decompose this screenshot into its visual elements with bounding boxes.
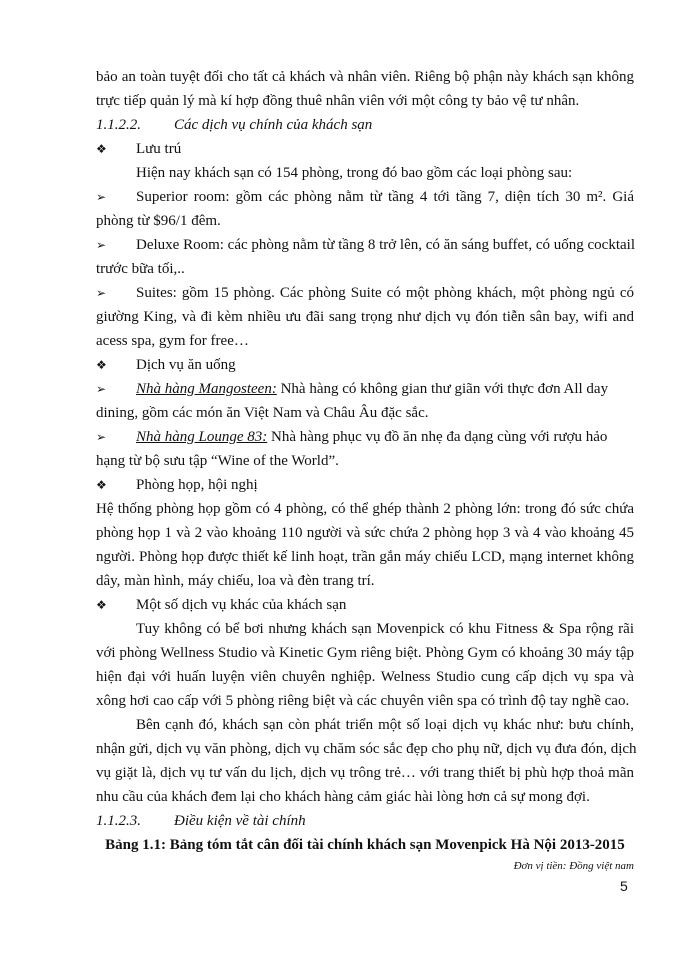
diamond-bullet-icon: ❖ bbox=[96, 358, 107, 372]
text-line: trước bữa tối,.. bbox=[96, 261, 185, 277]
text-line: nhu cầu của khách đem lại cho khách hàng cảm giác hài lòng hơn cả sự mong đợi. bbox=[96, 789, 590, 805]
section-number: 1.1.2.2. bbox=[96, 117, 141, 133]
section-number: 1.1.2.3. bbox=[96, 813, 141, 829]
bullet-text: Phòng họp, hội nghị bbox=[136, 477, 258, 493]
text-line: phòng họp 1 và 2 vào khoảng 110 người và sức chứa 2 phòng họp 3 và 4 vào khoảng 45 bbox=[96, 525, 634, 541]
restaurant-name: Nhà hàng Mangosteen: bbox=[136, 381, 277, 397]
section-heading bbox=[96, 114, 634, 136]
table-title: Bảng 1.1: Bảng tóm tắt cân đối tài chính khách sạn Movenpick Hà Nội 2013-2015 bbox=[105, 837, 625, 853]
diamond-bullet-icon: ❖ bbox=[96, 142, 107, 156]
text-line: dining, gồm các món ăn Việt Nam và Châu Âu đặc sắc. bbox=[96, 405, 429, 421]
list-item-text bbox=[136, 426, 634, 448]
list-item-text bbox=[136, 378, 634, 400]
section-title: Các dịch vụ chính của khách sạn bbox=[174, 117, 373, 133]
currency-unit: Đơn vị tiền: Đồng việt nam bbox=[513, 860, 634, 872]
text-line: Hiện nay khách sạn có 154 phòng, trong đó bao gồm các loại phòng sau: bbox=[136, 165, 573, 181]
text-line: acess spa, gym for free… bbox=[96, 333, 249, 349]
arrow-bullet-icon: ➢ bbox=[96, 430, 107, 444]
page-number: 5 bbox=[620, 878, 628, 894]
list-item-text: Suites: gồm 15 phòng. Các phòng Suite có một phòng khách, một phòng ngủ có bbox=[136, 285, 634, 301]
section-heading bbox=[96, 810, 634, 832]
text-line: Hệ thống phòng họp gồm có 4 phòng, có thể ghép thành 2 phòng lớn: trong đó sức chứa bbox=[96, 501, 634, 517]
text-line: dây, màn hình, máy chiếu, loa và đèn trang trí. bbox=[96, 573, 375, 589]
diamond-bullet-icon: ❖ bbox=[96, 478, 107, 492]
restaurant-desc: Nhà hàng có không gian thư giãn với thực đơn All day bbox=[276, 381, 609, 397]
restaurant-desc: Nhà hàng phục vụ đồ ăn nhẹ đa dạng cùng với rượu hảo bbox=[267, 429, 608, 445]
list-item-text: Superior room: gồm các phòng nằm từ tầng 4 tới tầng 7, diện tích 30 m². Giá bbox=[136, 189, 634, 205]
arrow-bullet-icon: ➢ bbox=[96, 190, 107, 204]
text-line: xông hơi cao cấp với 5 phòng riêng biệt và các chuyên viên spa có trình độ tay nghề cao. bbox=[96, 693, 630, 709]
restaurant-name: Nhà hàng Lounge 83: bbox=[136, 429, 268, 445]
text-line: trực tiếp quản lý mà kí hợp đồng thuê nhân viên với một công ty bảo vệ tư nhân. bbox=[96, 93, 580, 109]
text-line: nhận gửi, dịch vụ văn phòng, dịch vụ chăm sóc sắc đẹp cho phụ nữ, dịch vụ đưa đón, dịch bbox=[96, 741, 637, 757]
diamond-bullet-icon: ❖ bbox=[96, 598, 107, 612]
arrow-bullet-icon: ➢ bbox=[96, 382, 107, 396]
text-line: hạng từ bộ sưu tập “Wine of the World”. bbox=[96, 453, 339, 469]
bullet-text: Một số dịch vụ khác của khách sạn bbox=[136, 597, 347, 613]
text-line: giường King, và đi kèm nhiều ưu đãi sang trọng như dịch vụ đón tiễn sân bay, wifi and bbox=[96, 309, 634, 325]
text-line: Tuy không có bể bơi nhưng khách sạn Movenpick có khu Fitness & Spa rộng rãi bbox=[136, 621, 634, 637]
arrow-bullet-icon: ➢ bbox=[96, 286, 107, 300]
list-item-text: Deluxe Room: các phòng nằm từ tầng 8 trở lên, có ăn sáng buffet, có uống cocktail bbox=[136, 237, 635, 253]
bullet-text: Lưu trú bbox=[136, 141, 182, 157]
text-line: hiện đại với huấn luyện viên chuyên nghiệp. Welness Studio cung cấp dịch vụ spa và bbox=[96, 669, 634, 685]
text-line: bảo an toàn tuyệt đối cho tất cả khách và nhân viên. Riêng bộ phận này khách sạn không bbox=[96, 69, 634, 85]
section-title: Điều kiện về tài chính bbox=[174, 813, 306, 829]
bullet-text: Dịch vụ ăn uống bbox=[136, 357, 236, 373]
text-line: phòng từ $96/1 đêm. bbox=[96, 213, 221, 229]
text-line: người. Phòng họp được thiết kế linh hoạt, trần gắn máy chiếu LCD, mạng internet không bbox=[96, 549, 634, 565]
text-line: vụ giặt là, dịch vụ tư vấn du lịch, dịch vụ trông trẻ… với trang thiết bị phù hợp thoả mãn bbox=[96, 765, 634, 781]
arrow-bullet-icon: ➢ bbox=[96, 238, 107, 252]
text-line: với phòng Wellness Studio và Kinetic Gym riêng biệt. Phòng Gym có khoảng 30 máy tập bbox=[96, 645, 634, 661]
text-line: Bên cạnh đó, khách sạn còn phát triển một số loại dịch vụ khác như: bưu chính, bbox=[136, 717, 634, 733]
